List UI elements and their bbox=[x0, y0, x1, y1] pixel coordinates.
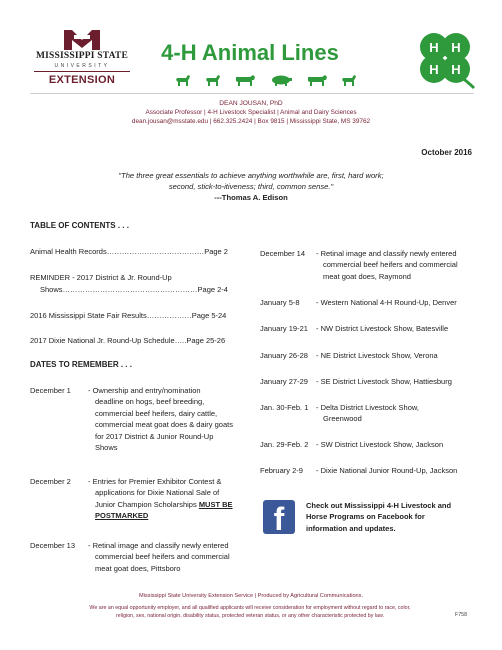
event-date: Jan. 30-Feb. 1 bbox=[260, 403, 309, 412]
event-emphasis: POSTMARKED bbox=[95, 511, 149, 521]
toc-item-label: REMINDER - 2017 District & Jr. Round-Up bbox=[30, 273, 172, 282]
event-description bbox=[88, 540, 263, 574]
dates-heading: DATES TO REMEMBER . . . bbox=[30, 360, 132, 369]
cow-icon bbox=[306, 72, 328, 88]
toc-item-dots: ……………… bbox=[146, 311, 192, 320]
svg-text:H: H bbox=[429, 62, 439, 77]
toc-item-label: Shows bbox=[40, 284, 63, 294]
event-line: - Delta District Livestock Show, bbox=[316, 403, 419, 412]
event-description: - SW District Livestock Show, Jackson bbox=[316, 440, 444, 449]
event-description: - NW District Livestock Show, Batesville bbox=[316, 324, 449, 333]
toc-item bbox=[30, 272, 245, 283]
author-name: DEAN JOUSAN, PhD bbox=[219, 100, 283, 107]
event-description: - Western National 4-H Round-Up, Denver bbox=[316, 298, 457, 307]
event-line: meat goat does, Raymond bbox=[323, 271, 411, 281]
toc-item-page: Page 25-26 bbox=[186, 336, 226, 345]
event-line: commercial beef heifers and commercial bbox=[323, 260, 458, 270]
quote-line-1: "The three great essentials to achieve anything worthwhile are, first, hard work; bbox=[118, 171, 384, 180]
msu-m-icon bbox=[64, 28, 100, 50]
logo-divider bbox=[34, 71, 130, 72]
event-description bbox=[316, 402, 486, 425]
toc-item-label: 2016 Mississippi State Fair Results bbox=[30, 311, 147, 320]
event-date: December 13 bbox=[30, 541, 76, 550]
toc-item-label: Animal Health Records bbox=[30, 247, 107, 256]
event-date: December 1 bbox=[30, 386, 71, 395]
publication-code: F758 bbox=[455, 612, 468, 618]
event-description: - SE District Livestock Show, Hattiesburg bbox=[316, 377, 452, 386]
toc-item bbox=[30, 246, 245, 257]
event-line: commercial meat goat does & dairy goats bbox=[95, 420, 233, 430]
svg-text:H: H bbox=[451, 40, 461, 55]
goat-icon bbox=[204, 72, 222, 88]
newsletter-title: 4-H Animal Lines bbox=[161, 40, 339, 65]
header-divider bbox=[30, 93, 474, 94]
facebook-line: information and updates. bbox=[306, 523, 396, 533]
4h-clover-icon bbox=[412, 28, 478, 90]
event-line: commercial beef heifers and commercial bbox=[95, 552, 230, 562]
toc-item-dots: ……………………………………………… bbox=[62, 284, 198, 294]
event-date: January 19-21 bbox=[260, 324, 308, 333]
author-title: Associate Professor | 4-H Livestock Specialist | Animal and Dairy Sciences bbox=[145, 109, 357, 116]
facebook-line: Check out Mississippi 4-H Livestock and bbox=[306, 501, 452, 510]
toc-item bbox=[40, 284, 255, 295]
event-date: December 2 bbox=[30, 477, 71, 486]
event-date: February 2-9 bbox=[260, 466, 303, 475]
event-line: Shows bbox=[95, 443, 118, 453]
toc-item-page: Page 2-4 bbox=[197, 284, 228, 294]
quote-block bbox=[0, 171, 502, 203]
toc-item-label: 2017 Dixie National Jr. Round-Up Schedule bbox=[30, 336, 175, 345]
quote-line-2: second, stick-to-itiveness; third, common sense." bbox=[168, 181, 334, 191]
event-line: commercial beef heifers, dairy cattle, bbox=[95, 408, 218, 418]
toc-item-page: Page 2 bbox=[204, 247, 228, 256]
facebook-icon[interactable] bbox=[263, 500, 295, 537]
event-description bbox=[88, 385, 258, 453]
event-line: deadline on hogs, beef breeding, bbox=[95, 397, 205, 407]
footer-credit: Mississippi State University Extension Service | Produced by Agricultural Communications. bbox=[138, 593, 364, 599]
event-date: January 26-28 bbox=[260, 351, 308, 360]
msu-extension-logo bbox=[28, 28, 136, 88]
facebook-line: Horse Programs on Facebook for bbox=[306, 512, 425, 522]
toc-item bbox=[30, 310, 245, 321]
event-emphasis: MUST BE bbox=[198, 499, 233, 509]
event-description: - Dixie National Junior Round-Up, Jackson bbox=[316, 466, 458, 475]
event-line-text: Junior Champion Scholarships bbox=[95, 499, 197, 509]
event-date: December 14 bbox=[260, 249, 306, 258]
goat-icon bbox=[174, 72, 192, 88]
toc-item-dots: ………………………………… bbox=[106, 247, 205, 256]
footer-disclaimer: We are an equal opportunity employer, and all qualified applicants will receive consideration for employment without regard to race, color, religion, sex, national origin, disability status, protected veteran status, or any other characteristic protected by law. bbox=[89, 605, 411, 619]
event-line: - Entries for Premier Exhibitor Contest & bbox=[88, 477, 222, 486]
toc-item bbox=[30, 335, 255, 346]
facebook-glyph: f bbox=[273, 501, 285, 537]
goat-icon bbox=[340, 72, 358, 88]
event-line: meat goat does, Pittsboro bbox=[95, 563, 181, 573]
event-date: January 27-29 bbox=[260, 377, 308, 386]
event-line: Greenwood bbox=[323, 414, 362, 424]
pig-icon bbox=[270, 72, 292, 88]
page-header bbox=[0, 0, 502, 92]
issue-date: October 2016 bbox=[421, 148, 472, 157]
org-sub: UNIVERSITY bbox=[54, 63, 110, 69]
event-line: - Ownership and entry/nomination bbox=[88, 386, 201, 395]
toc-item-dots: ….. bbox=[174, 336, 187, 345]
event-line: applications for Dixie National Sale of bbox=[95, 488, 220, 498]
event-description: - NE District Livestock Show, Verona bbox=[316, 351, 438, 360]
svg-text:H: H bbox=[429, 40, 439, 55]
facebook-callout bbox=[306, 500, 486, 534]
event-line bbox=[88, 499, 263, 510]
cow-icon bbox=[234, 72, 256, 88]
event-date: January 5-8 bbox=[260, 298, 300, 307]
svg-text:H: H bbox=[451, 62, 461, 77]
toc-heading: TABLE OF CONTENTS . . . bbox=[30, 221, 129, 230]
animal-icon-row bbox=[174, 72, 364, 88]
quote-author: ---Thomas A. Edison bbox=[214, 192, 288, 202]
author-details: dean.jousan@msstate.edu | 662.325.2424 | Box 9815 | Mississippi State, MS 39762 bbox=[131, 118, 371, 125]
org-name: MISSISSIPPI STATE bbox=[35, 51, 128, 61]
org-dept: EXTENSION bbox=[48, 74, 116, 86]
toc-item-page: Page 5-24 bbox=[191, 311, 227, 320]
event-line: - Retinal image and classify newly entered bbox=[88, 541, 229, 550]
event-date: Jan. 29-Feb. 2 bbox=[260, 440, 309, 449]
contact-block bbox=[0, 99, 502, 126]
event-line: - Retinal image and classify newly entered bbox=[316, 249, 457, 258]
event-line: for 2017 District & Junior Round-Up bbox=[95, 431, 214, 441]
event-description bbox=[316, 248, 481, 282]
event-description bbox=[88, 476, 263, 522]
